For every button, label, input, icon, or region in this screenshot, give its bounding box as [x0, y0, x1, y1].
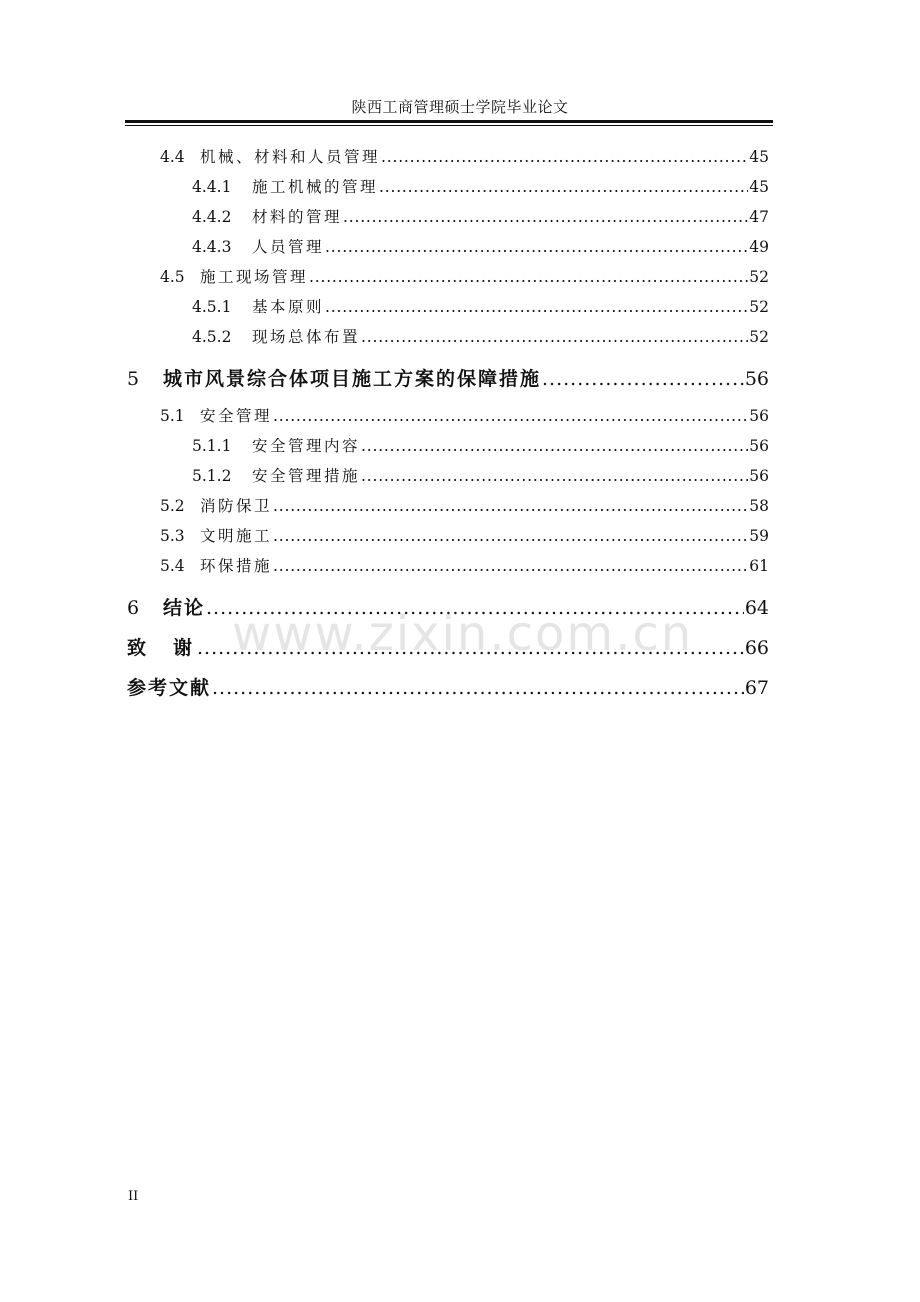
toc-entry-title: 致 谢	[127, 637, 197, 659]
toc-entry-page: 47	[749, 208, 769, 226]
toc-leader-dots	[381, 148, 748, 166]
toc-entry-4-5[interactable]	[160, 265, 769, 287]
toc-leader-dots	[361, 328, 748, 346]
toc-entry-5-1-1[interactable]	[192, 434, 769, 456]
toc-entry-references[interactable]	[127, 673, 769, 700]
toc-entry-title: 安全管理	[200, 407, 273, 425]
toc-entry-5-1-2[interactable]	[192, 464, 769, 486]
toc-entry-page: 52	[749, 328, 769, 346]
toc-entry-page: 56	[749, 437, 769, 455]
toc-leader-dots	[273, 557, 748, 575]
toc-entry-page: 49	[749, 238, 769, 256]
toc-leader-dots	[273, 497, 748, 515]
toc-entry-page: 67	[744, 677, 769, 699]
toc-entry-5-1[interactable]	[160, 404, 769, 426]
toc-entry-number: 5.1	[160, 407, 185, 425]
toc-entry-number: 4.4.2	[192, 208, 232, 226]
toc-entry-5-2[interactable]	[160, 494, 769, 516]
toc-entry-page: 45	[749, 148, 769, 166]
toc-entry-number: 4.4.3	[192, 238, 232, 256]
toc-entry-title: 安全管理内容	[252, 437, 361, 455]
toc-entry-4-4-1[interactable]	[192, 175, 769, 197]
toc-entry-5-4[interactable]	[160, 554, 769, 576]
toc-leader-dots	[361, 467, 748, 485]
toc-entry-page: 52	[749, 268, 769, 286]
toc-entry-page: 56	[749, 407, 769, 425]
page-number: II	[128, 1189, 139, 1204]
toc-entry-number: 4.5	[160, 268, 185, 286]
toc-leader-dots	[273, 407, 748, 425]
toc-entry-title: 环保措施	[200, 557, 273, 575]
toc-entry-title: 施工现场管理	[200, 268, 309, 286]
toc-entry-title: 城市风景综合体项目施工方案的保障措施	[163, 368, 542, 390]
toc-leader-dots	[212, 677, 744, 699]
toc-entry-number: 6	[127, 597, 140, 619]
toc-entry-title: 材料的管理	[252, 208, 343, 226]
toc-entry-title: 机械、材料和人员管理	[200, 148, 381, 166]
toc-entry-number: 5.3	[160, 527, 185, 545]
toc-entry-title: 文明施工	[200, 527, 273, 545]
toc-entry-page: 61	[749, 557, 769, 575]
toc-leader-dots	[343, 208, 748, 226]
toc-leader-dots	[542, 368, 744, 390]
toc-entry-number: 5.1.2	[192, 467, 232, 485]
toc-entry-title: 结论	[163, 597, 206, 619]
toc-entry-number: 4.5.2	[192, 328, 232, 346]
toc-entry-page: 52	[749, 298, 769, 316]
toc-entry-number: 5.4	[160, 557, 185, 575]
toc-entry-number: 5.1.1	[192, 437, 232, 455]
toc-entry-page: 58	[749, 497, 769, 515]
toc-entry-number: 5.2	[160, 497, 185, 515]
toc-leader-dots	[309, 268, 748, 286]
toc-entry-title: 安全管理措施	[252, 467, 361, 485]
toc-entry-page: 59	[749, 527, 769, 545]
toc-entry-title: 参考文献	[127, 677, 212, 699]
toc-entry-page: 56	[749, 467, 769, 485]
toc-entry-title: 施工机械的管理	[252, 178, 379, 196]
watermark-text: www.zixin.com.cn	[232, 606, 694, 662]
toc-entry-title: 基本原则	[252, 298, 325, 316]
toc-entry-page: 56	[744, 368, 769, 390]
toc-leader-dots	[361, 437, 748, 455]
toc-entry-title: 人员管理	[252, 238, 325, 256]
toc-entry-4-5-2[interactable]	[192, 325, 769, 347]
toc-entry-4-5-1[interactable]	[192, 295, 769, 317]
toc-entry-number: 5	[127, 368, 140, 390]
toc-entry-4-4[interactable]	[160, 145, 769, 167]
toc-entry-page: 66	[744, 637, 769, 659]
toc-leader-dots	[379, 178, 748, 196]
toc-entry-title: 现场总体布置	[252, 328, 361, 346]
toc-entry-title: 消防保卫	[200, 497, 273, 515]
toc-entry-number: 4.4	[160, 148, 185, 166]
toc-entry-4-4-3[interactable]	[192, 235, 769, 257]
toc-entry-5-3[interactable]	[160, 524, 769, 546]
toc-entry-number: 4.5.1	[192, 298, 232, 316]
page-header-title: 陕西工商管理硕士学院毕业论文	[351, 98, 569, 116]
toc-entry-page: 45	[749, 178, 769, 196]
toc-leader-dots	[273, 527, 748, 545]
toc-entry-4-4-2[interactable]	[192, 205, 769, 227]
toc-leader-dots	[325, 238, 748, 256]
toc-entry-page: 64	[744, 597, 769, 619]
toc-leader-dots	[325, 298, 748, 316]
toc-entry-number: 4.4.1	[192, 178, 232, 196]
toc-entry-chapter-5[interactable]	[127, 364, 769, 391]
